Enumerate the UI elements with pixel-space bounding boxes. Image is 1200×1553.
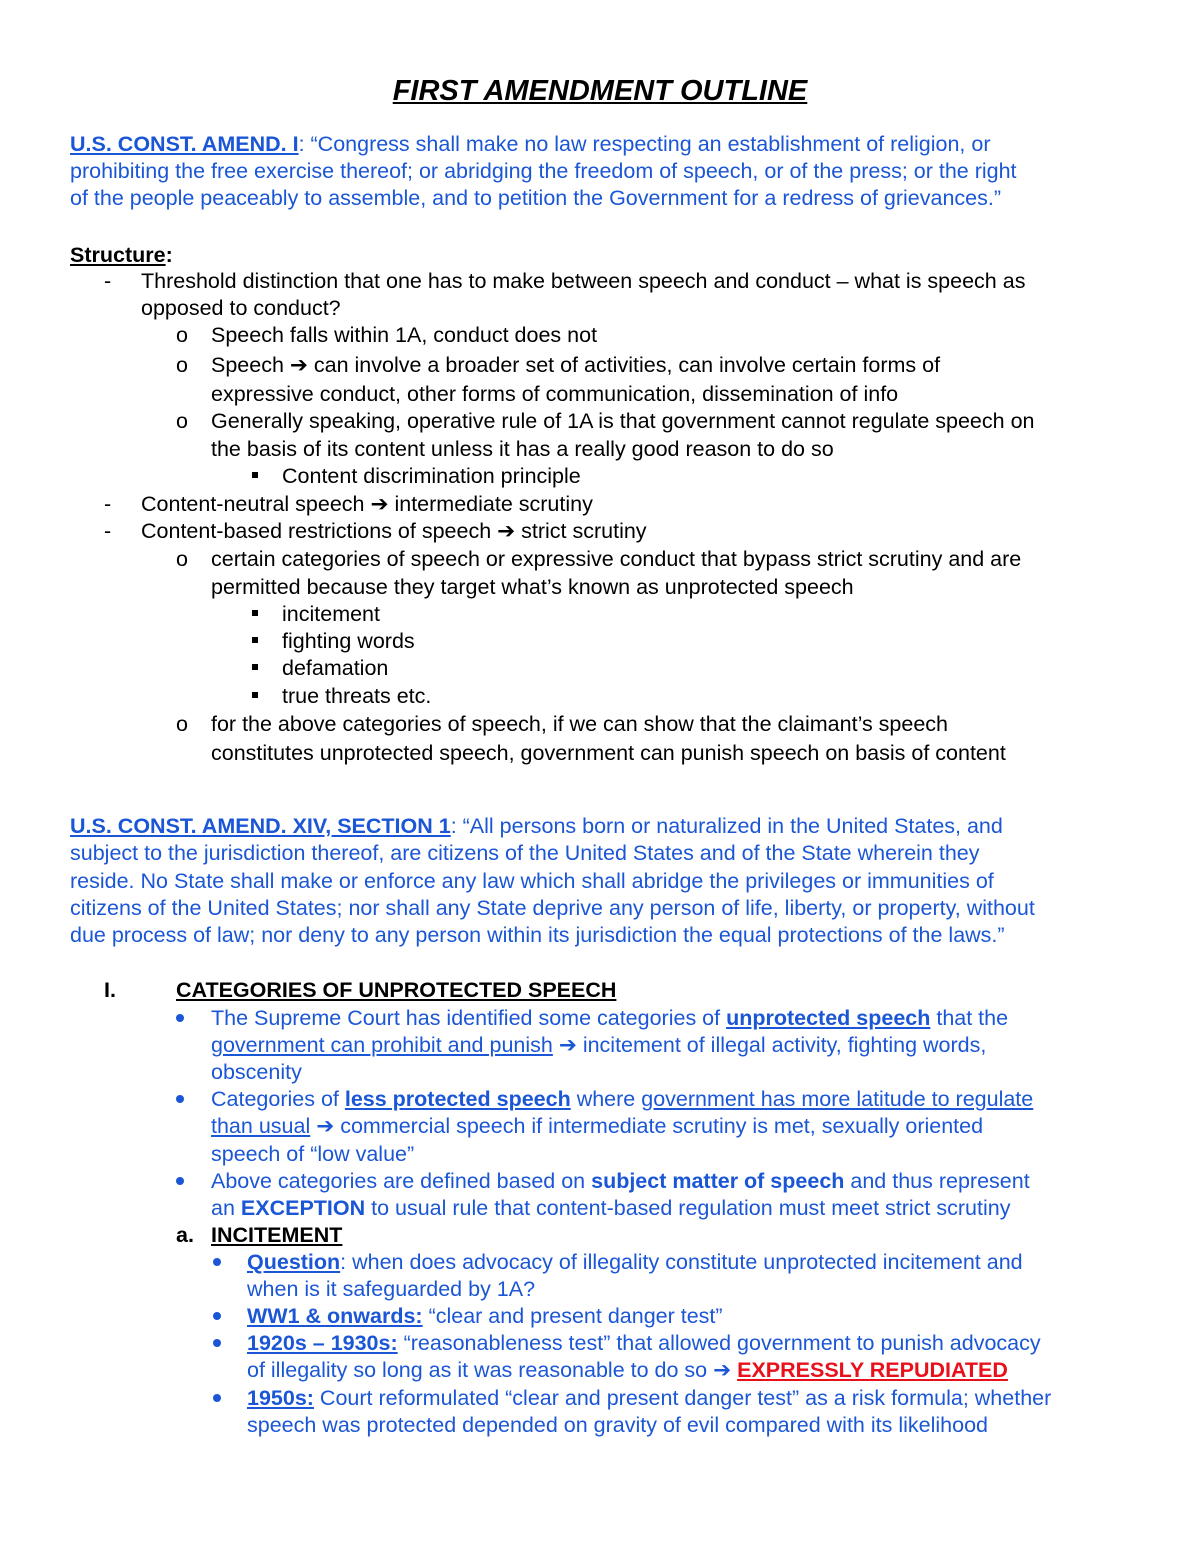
structure-speech-2a: Speech ➔ can involve a broader set of activities, can involve certain forms of: [211, 353, 941, 377]
structure-content-discrimination: Content discrimination principle: [282, 464, 581, 488]
amend14-line-5: due process of law; nor deny to any person within its jurisdiction the equal protections of the laws.”: [70, 923, 1005, 947]
list-item: defamation: [282, 656, 389, 680]
amend1-cite: U.S. CONST. AMEND. I: [70, 132, 299, 156]
incitement-question-2: when is it safeguarded by 1A?: [247, 1277, 536, 1301]
incitement-1920s-1: 1920s – 1930s: “reasonableness test” that allowed government to punish advocacy: [247, 1331, 1041, 1355]
section-heading: CATEGORIES OF UNPROTECTED SPEECH: [176, 978, 617, 1002]
arrow-icon: ➔: [316, 1114, 335, 1138]
structure-above-2: constitutes unprotected speech, government can punish speech on basis of content: [211, 741, 1006, 765]
page-title: FIRST AMENDMENT OUTLINE: [392, 75, 808, 107]
square-bullet-icon: [252, 637, 258, 643]
repudiated-label: EXPRESSLY REPUDIATED: [737, 1358, 1008, 1382]
structure-speech-3a: Generally speaking, operative rule of 1A is that government cannot regulate speech on: [211, 409, 1035, 433]
structure-threshold-1: Threshold distinction that one has to make between speech and conduct – what is speech as: [141, 269, 1026, 293]
square-bullet-icon: [252, 610, 258, 616]
bullet-icon: [176, 1014, 184, 1022]
amend1-line-3: of the people peaceably to assemble, and to petition the Government for a redress of grievances.”: [70, 186, 1002, 210]
amend14-line-3: reside. No State shall make or enforce any law which shall abridge the privileges or immunities of: [70, 869, 994, 893]
bullet-icon: [176, 1177, 184, 1185]
arrow-icon: ➔: [713, 1358, 732, 1382]
amend1-line-2: prohibiting the free exercise thereof; or abridging the freedom of speech, or of the press; or the right: [70, 159, 1017, 183]
circle-marker: o: [176, 547, 188, 571]
arrow-icon: ➔: [497, 519, 516, 543]
bullet-icon: [213, 1312, 221, 1320]
circle-marker: o: [176, 712, 188, 736]
circle-marker: o: [176, 409, 188, 433]
section1-b1-line-3: obscenity: [211, 1060, 302, 1084]
section1-b2-line-3: speech of “low value”: [211, 1142, 415, 1166]
section1-b1-line-2: government can prohibit and punish ➔ incitement of illegal activity, fighting words,: [211, 1033, 987, 1057]
square-bullet-icon: [252, 472, 258, 478]
incitement-1920s-2: of illegality so long as it was reasonable to do so ➔ EXPRESSLY REPUDIATED: [247, 1358, 1008, 1382]
incitement-1950s-2: speech was protected depended on gravity of evil compared with its likelihood: [247, 1413, 988, 1437]
section-numeral: I.: [104, 978, 116, 1002]
square-bullet-icon: [252, 664, 258, 670]
structure-categories-1: certain categories of speech or expressive conduct that bypass strict scrutiny and are: [211, 547, 1022, 571]
amend1-line-1: U.S. CONST. AMEND. I: “Congress shall make no law respecting an establishment of religion, or: [70, 132, 991, 156]
incitement-1950s-1: 1950s: Court reformulated “clear and present danger test” as a risk formula; whether: [247, 1386, 1052, 1410]
structure-speech-1: Speech falls within 1A, conduct does not: [211, 323, 598, 347]
amend14-line-2: subject to the jurisdiction thereof, are citizens of the United States and of the State wherein they: [70, 841, 980, 865]
dash-marker: -: [104, 269, 112, 293]
section1-b3-line-1: Above categories are defined based on subject matter of speech and thus represent: [211, 1169, 1030, 1193]
bullet-icon: [213, 1339, 221, 1347]
bullet-icon: [213, 1394, 221, 1402]
amend14-line-1: U.S. CONST. AMEND. XIV, SECTION 1: “All persons born or naturalized in the United States, and: [70, 814, 1003, 838]
arrow-icon: ➔: [289, 353, 308, 377]
section1-b3-line-2: an EXCEPTION to usual rule that content-based regulation must meet strict scrutiny: [211, 1196, 1011, 1220]
dash-marker: -: [104, 492, 112, 516]
circle-marker: o: [176, 323, 188, 347]
square-bullet-icon: [252, 692, 258, 698]
incitement-ww1: WW1 & onwards: “clear and present danger test”: [247, 1304, 723, 1328]
structure-categories-2: permitted because they target what’s known as unprotected speech: [211, 575, 854, 599]
subsection-heading: INCITEMENT: [211, 1223, 343, 1247]
list-item: true threats etc.: [282, 684, 432, 708]
structure-threshold-2: opposed to conduct?: [141, 296, 341, 320]
section1-b2-line-1: Categories of less protected speech where government has more latitude to regulate: [211, 1087, 1034, 1111]
amend14-line-4: citizens of the United States; nor shall any State deprive any person of life, liberty, or property, without: [70, 896, 1035, 920]
structure-above-1: for the above categories of speech, if we can show that the claimant’s speech: [211, 712, 949, 736]
structure-speech-2b: expressive conduct, other forms of communication, dissemination of info: [211, 382, 899, 406]
bullet-icon: [176, 1095, 184, 1103]
list-item: fighting words: [282, 629, 415, 653]
structure-content-neutral: Content-neutral speech ➔ intermediate scrutiny: [141, 492, 593, 516]
circle-marker: o: [176, 353, 188, 377]
incitement-question-1: Question: when does advocacy of illegality constitute unprotected incitement and: [247, 1250, 1023, 1274]
structure-heading: Structure:: [70, 243, 173, 267]
arrow-icon: ➔: [558, 1033, 577, 1057]
amend14-cite: U.S. CONST. AMEND. XIV, SECTION 1: [70, 814, 451, 838]
dash-marker: -: [104, 519, 112, 543]
subsection-letter: a.: [176, 1223, 194, 1247]
structure-content-based: Content-based restrictions of speech ➔ strict scrutiny: [141, 519, 647, 543]
section1-b1-line-1: The Supreme Court has identified some categories of unprotected speech that the: [211, 1006, 1009, 1030]
section1-b2-line-2: than usual ➔ commercial speech if intermediate scrutiny is met, sexually oriented: [211, 1114, 984, 1138]
arrow-icon: ➔: [370, 492, 389, 516]
list-item: incitement: [282, 602, 380, 626]
bullet-icon: [213, 1258, 221, 1266]
structure-speech-3b: the basis of its content unless it has a really good reason to do so: [211, 437, 834, 461]
